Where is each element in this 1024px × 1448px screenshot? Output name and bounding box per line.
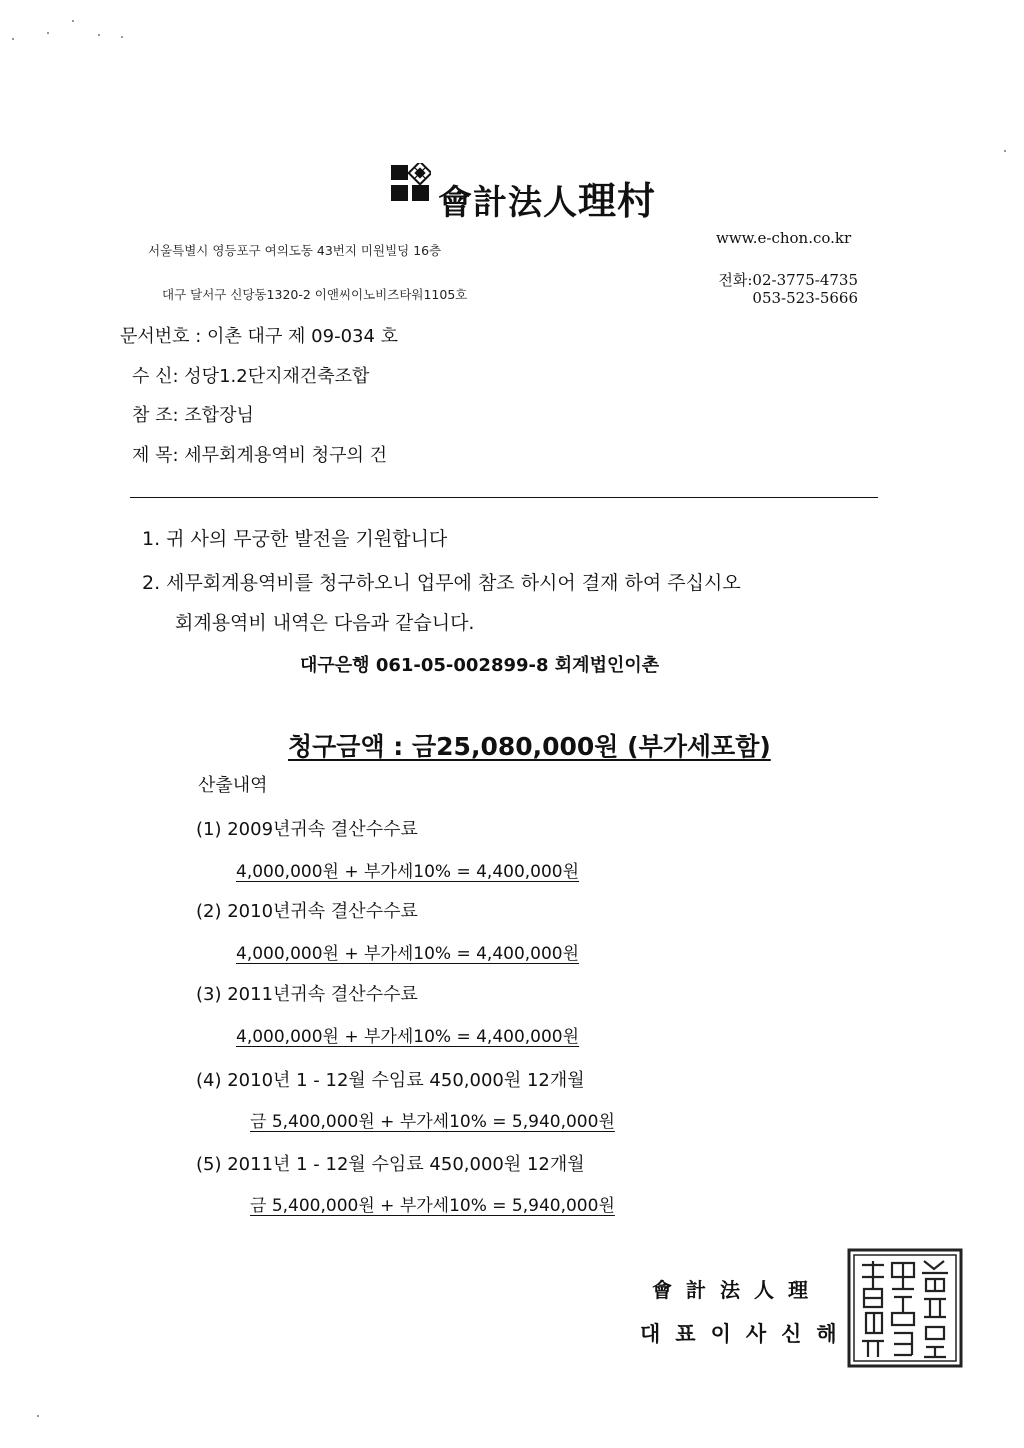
scan-speck [47, 32, 49, 34]
address-daegu: 대구 달서구 신당동1320-2 이앤씨이노비즈타워1105호 [162, 287, 468, 302]
list-item-label: (5) 2011년 1 - 12월 수임료 450,000원 12개월 [196, 1154, 585, 1175]
list-item-calc: 금 5,400,000원 + 부가세10% = 5,940,000원 [250, 1112, 615, 1132]
list-item-calc: 금 5,400,000원 + 부가세10% = 5,940,000원 [250, 1196, 615, 1216]
scan-speck [98, 34, 100, 36]
scan-speck [37, 1415, 39, 1417]
header-divider [130, 497, 878, 498]
list-item-label: (1) 2009년귀속 결산수수료 [196, 819, 418, 840]
bank-account: 대구은행 061-05-002899-8 회계법인이촌 [300, 655, 660, 676]
subject-label: 제 목: [132, 445, 179, 466]
official-seal-icon [846, 1247, 964, 1369]
reference-label: 참 조: [132, 405, 179, 426]
scan-speck [72, 20, 74, 22]
greeting-line: 1. 귀 사의 무궁한 발전을 기원합니다 [142, 528, 448, 550]
scan-speck [121, 36, 123, 38]
firm-name-main: 理村 [578, 178, 657, 223]
signature-firm: 會計法人理 [652, 1278, 822, 1302]
subject-row [132, 441, 387, 467]
subject-value: 세무회계용역비 청구의 건 [184, 445, 388, 466]
reference-value: 조합장님 [184, 405, 254, 426]
list-item-calc: 4,000,000원 + 부가세10% = 4,400,000원 [236, 862, 580, 882]
list-item-label: (4) 2010년 1 - 12월 수임료 450,000원 12개월 [196, 1070, 585, 1091]
firm-logo-text [438, 170, 656, 225]
address-seoul: 서울특별시 영등포구 여의도동 43번지 미원빌딩 16층 [148, 243, 442, 258]
scan-speck [12, 38, 14, 40]
total-amount: 청구금액 : 금25,080,000원 (부가세포함) [288, 732, 771, 761]
details-intro-line: 회계용역비 내역은 다음과 같습니다. [175, 612, 475, 634]
phone-daegu: 053-523-5666 [752, 289, 858, 307]
list-item-calc: 4,000,000원 + 부가세10% = 4,400,000원 [236, 944, 580, 964]
recipient-row [132, 362, 369, 388]
calc-title: 산출내역 [198, 775, 268, 796]
signature-ceo: 대표이사신해 [640, 1322, 852, 1346]
doc-number: 문서번호 : 이촌 대구 제 09-034 호 [120, 326, 399, 347]
scan-speck [1004, 150, 1006, 152]
phone-seoul: 전화:02-3775-4735 [718, 271, 858, 289]
firm-name-prefix: 會計法人 [438, 183, 578, 223]
firm-logo-icon [391, 163, 431, 203]
list-item-calc: 4,000,000원 + 부가세10% = 4,400,000원 [236, 1027, 580, 1047]
recipient-value: 성당1.2단지재건축조합 [184, 366, 370, 387]
request-line: 2. 세무회계용역비를 청구하오니 업무에 참조 하시어 결재 하여 주십시오 [142, 572, 741, 594]
reference-row [132, 401, 254, 427]
website-link[interactable]: www.e-chon.co.kr [716, 229, 852, 247]
list-item-label: (3) 2011년귀속 결산수수료 [196, 984, 418, 1005]
recipient-label: 수 신: [132, 366, 179, 387]
list-item-label: (2) 2010년귀속 결산수수료 [196, 901, 418, 922]
